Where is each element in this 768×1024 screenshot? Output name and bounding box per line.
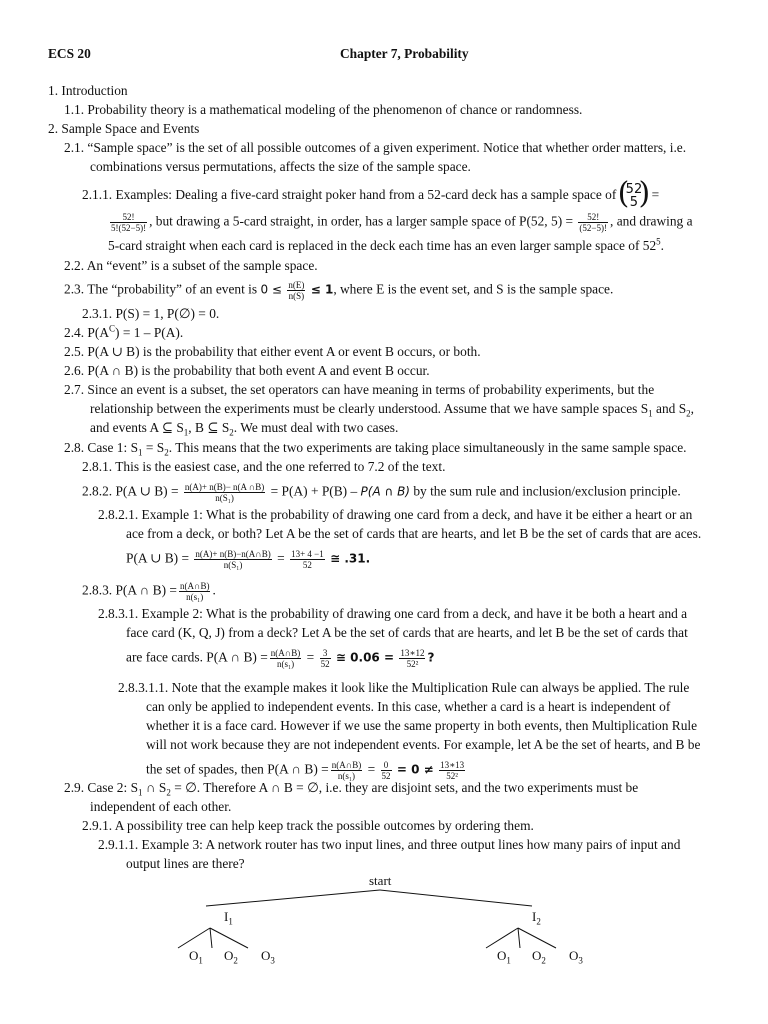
item-2-8-2-1-text: P(A ∪ B) =	[126, 550, 190, 566]
item-2-4-text: 2.4. P(A	[64, 325, 110, 340]
frac-den: (52−5)!	[579, 223, 607, 233]
frac-den: 52	[320, 659, 330, 669]
equals-sign: =	[306, 649, 315, 665]
node-letter: O	[497, 948, 507, 963]
node-letter: O	[569, 948, 579, 963]
tree-node-i2-o3	[569, 948, 583, 964]
period: .	[212, 582, 216, 598]
frac-den: n(s₁)	[186, 592, 204, 602]
subscript: 1	[648, 408, 653, 419]
example2-approx: ≅ 0.06 =	[335, 650, 394, 665]
node-sub: 2	[536, 916, 541, 927]
tree-edge-i1-o2	[210, 928, 212, 948]
course-header: ECS 20	[48, 46, 91, 61]
subscript: 1	[183, 427, 189, 438]
item-2-8-2-1-line1: 2.8.2.1. Example 1: What is the probability of drawing one card from a deck, and have it be either a heart or an	[98, 507, 693, 522]
example1-result: ≅ .31.	[330, 551, 371, 566]
tree-edge-i2-o3	[518, 928, 556, 948]
frac-num: 3	[320, 648, 331, 659]
equals-sign: =	[277, 550, 285, 566]
item-2-9-op: ∩ S	[142, 780, 167, 795]
item-2-7-mid: , B ⊆ S	[188, 420, 230, 435]
item-2-7-end: . We must deal with two cases.	[233, 420, 399, 435]
frac-den: n(S)	[288, 291, 305, 301]
item-2-1-1-text2: , but drawing a 5-card straight, in order, has a larger sample space of P(52, 5) =	[149, 213, 574, 229]
tree-edge-i2-o1	[486, 928, 518, 948]
period: .	[660, 238, 665, 253]
inequality-left: 0 ≤	[260, 282, 282, 297]
item-2-9-text2: = ∅. Therefore A ∩ B = ∅, i.e. they are disjoint sets, and the two experiments must be	[170, 780, 639, 795]
item-2-8-3-text: 2.8.3. P(A ∩ B) =	[82, 582, 177, 598]
item-2-6: 2.6. P(A ∩ B) is the probability that both event A and event B occur.	[64, 363, 430, 378]
node-letter: O	[261, 948, 271, 963]
frac-num: n(A∩B)	[270, 648, 301, 658]
item-2-8-3-1-1-line2: can only be applied to independent events. In this case, whether a card is a heart is independent of	[146, 699, 671, 714]
item-2-1-1-text4: 5-card straight when each card is replaced in the deck each time has an even larger sample space of 52	[108, 238, 657, 253]
tree-node-i1	[224, 909, 233, 925]
frac-num: 0	[381, 760, 392, 771]
node-sub: 2	[233, 955, 238, 966]
tree-node-i1-o3	[261, 948, 275, 964]
binom-bottom: 5	[629, 195, 639, 210]
frac-den: 5!(52−5)!	[111, 223, 147, 233]
subscript: 2	[164, 447, 169, 458]
spades-result: = 0 ≠	[396, 762, 434, 777]
tree-edge-i2-o2	[518, 928, 520, 948]
frac-num: n(A∩B)	[179, 581, 210, 591]
frac-den: n(s₁)	[276, 659, 295, 669]
frac-den: 52	[302, 560, 312, 570]
node-letter: O	[532, 948, 542, 963]
section-2-heading: 2. Sample Space and Events	[48, 121, 200, 136]
item-2-9-line2: independent of each other.	[90, 799, 232, 814]
tree-node-i2-o2	[532, 948, 546, 964]
frac-den: n(S₁)	[215, 493, 234, 503]
item-2-8-3-1-1-line4: will not work because they are not independent events. For example, let A be the set of hearts, and B be	[146, 737, 701, 752]
tree-edge-i1-o3	[210, 928, 248, 948]
node-letter: O	[224, 948, 234, 963]
frac-num: n(A∩B)	[331, 760, 362, 770]
tree-node-i2	[532, 909, 541, 925]
item-2-4-text2: ) = 1 – P(A).	[115, 325, 184, 340]
item-2-9-text: 2.9. Case 2: S	[64, 780, 139, 795]
frac-den: 52	[381, 771, 391, 781]
inequality-right: ≤ 1	[310, 282, 334, 297]
tree-edge-start-i1	[206, 890, 380, 906]
node-letter: I	[532, 909, 537, 924]
binom-top: ( 52	[625, 182, 643, 197]
equals-sign: =	[367, 761, 376, 777]
tree-edge-i1-o1	[178, 928, 210, 948]
complement-sup: C	[109, 323, 116, 334]
item-2-8-3-1-text: are face cards. P(A ∩ B) =	[126, 649, 268, 665]
frac-num: n(A)+ n(B)− n(A ∩B)	[184, 482, 265, 492]
item-2-7-line1: 2.7. Since an event is a subset, the set operators can have meaning in terms of probability experiments, but the	[64, 382, 655, 397]
frac-den: 52²	[406, 659, 419, 669]
item-2-1-1-text: 2.1.1. Examples: Dealing a five-card straight poker hand from a 52-card deck has a sample space of	[82, 187, 617, 203]
item-2-8-text: 2.8. Case 1: S	[64, 440, 139, 455]
subscript: 1	[138, 447, 143, 458]
item-2-8-2-text3: by the sum rule and inclusion/exclusion principle.	[409, 483, 681, 499]
item-2-8-2-1-line2: ace from a deck, or both? Let A be the set of cards that are hearts, and let B be the set of cards that are aces.	[126, 526, 702, 541]
frac-num: 52!	[110, 212, 147, 223]
node-letter: I	[224, 909, 229, 924]
item-2-5: 2.5. P(A ∪ B) is the probability that either event A or event B occurs, or both.	[64, 344, 481, 359]
item-2-7-text3: and events A ⊆ S	[90, 420, 184, 435]
frac-num: 13+ 4 −1	[291, 549, 324, 559]
item-2-1-1-text3: , and drawing a	[610, 213, 693, 229]
subscript: 1	[138, 787, 143, 798]
equals-sign: =	[651, 187, 660, 203]
frac-num: n(A)+ n(B)−n(A∩B)	[195, 549, 271, 559]
item-2-3-text: 2.3. The “probability” of an event is	[64, 281, 258, 297]
item-2-3-1-text: 2.3.1. P(S) = 1, P(∅) = 0.	[82, 306, 220, 321]
item-2-8-text2: . This means that the two experiments are taking place simultaneously in the same sample space.	[168, 440, 687, 455]
tree-edge-start-i2	[380, 890, 532, 906]
chapter-title: Chapter 7, Probability	[340, 46, 469, 61]
comma: ,	[690, 401, 695, 416]
frac-num: 13∗12	[400, 648, 425, 658]
question-mark: ?	[427, 650, 435, 665]
section-1-heading: 1. Introduction	[48, 83, 128, 98]
item-2-1-line2: combinations versus permutations, affects the size of the sample space.	[90, 159, 471, 174]
item-2-8-3-1-1-line3: whether it is a face card. However if we use the same property in both events, then Multiplication Rule	[146, 718, 698, 733]
item-2-9-1: 2.9.1. A possibility tree can help keep track the possible outcomes by ordering them.	[82, 818, 534, 833]
frac-den: n(s₁)	[337, 771, 356, 781]
tree-root-label: start	[369, 873, 392, 888]
tree-node-i2-o1	[497, 948, 511, 964]
tree-node-i1-o1	[189, 948, 203, 964]
node-sub: 3	[270, 955, 275, 966]
node-sub: 1	[506, 955, 511, 966]
exponent: 5	[656, 236, 661, 247]
item-2-9-1-1-line1: 2.9.1.1. Example 3: A network router has two input lines, and three output lines how many pairs of input and	[98, 837, 681, 852]
node-sub: 1	[228, 916, 233, 927]
item-2-8-1: 2.8.1. This is the easiest case, and the one referred to 7.2 of the text.	[82, 459, 446, 474]
item-2-7-text: relationship between the experiments must be clearly understood. Assume that we have sample spaces S	[90, 401, 649, 416]
subscript: 2	[166, 787, 171, 798]
frac-num: 13∗13	[440, 760, 465, 770]
frac-den: 52²	[446, 771, 458, 781]
node-letter: O	[189, 948, 199, 963]
item-2-2: 2.2. An “event” is a subset of the sample space.	[64, 258, 318, 273]
tree-node-i1-o2	[224, 948, 238, 964]
item-1-1: 1.1. Probability theory is a mathematical modeling of the phenomenon of chance or randomness.	[64, 102, 583, 117]
item-2-8-eq: = S	[142, 440, 165, 455]
item-2-7-and: and S	[652, 401, 687, 416]
item-2-8-3-1-1-line1: 2.8.3.1.1. Note that the example makes it look like the Multiplication Rule can always be applied. The rule	[118, 680, 690, 695]
frac-num: 52!	[578, 212, 608, 223]
node-sub: 3	[578, 955, 583, 966]
node-sub: 1	[198, 955, 203, 966]
item-2-8-2-math: P(A ∩ B)	[360, 484, 410, 499]
frac-num: n(E)	[288, 280, 305, 290]
subscript: 2	[686, 408, 691, 419]
frac-den: n(S₁)	[223, 560, 243, 570]
node-sub: 2	[541, 955, 546, 966]
subscript: 2	[229, 427, 234, 438]
item-2-3-text2: , where E is the event set, and S is the sample space.	[333, 281, 614, 297]
item-2-8-2-text: 2.8.2. P(A ∪ B) =	[82, 483, 179, 499]
item-2-1-line1: 2.1. “Sample space” is the set of all possible outcomes of a given experiment. Notice that whether order matters, i.e.	[64, 140, 687, 155]
item-2-8-2-text2: = P(A) + P(B) –	[270, 483, 361, 499]
item-2-8-3-1-1-text: the set of spades, then P(A ∩ B) =	[146, 761, 329, 777]
item-2-9-1-1-line2: output lines are there?	[126, 856, 245, 871]
item-2-8-3-1-line2: face card (K, Q, J) from a deck? Let A be the set of cards that are hearts, and let B be the set of cards that	[126, 625, 688, 640]
item-2-8-3-1-line1: 2.8.3.1. Example 2: What is the probability of drawing one card from a deck, and have it be both a heart and a	[98, 606, 688, 621]
